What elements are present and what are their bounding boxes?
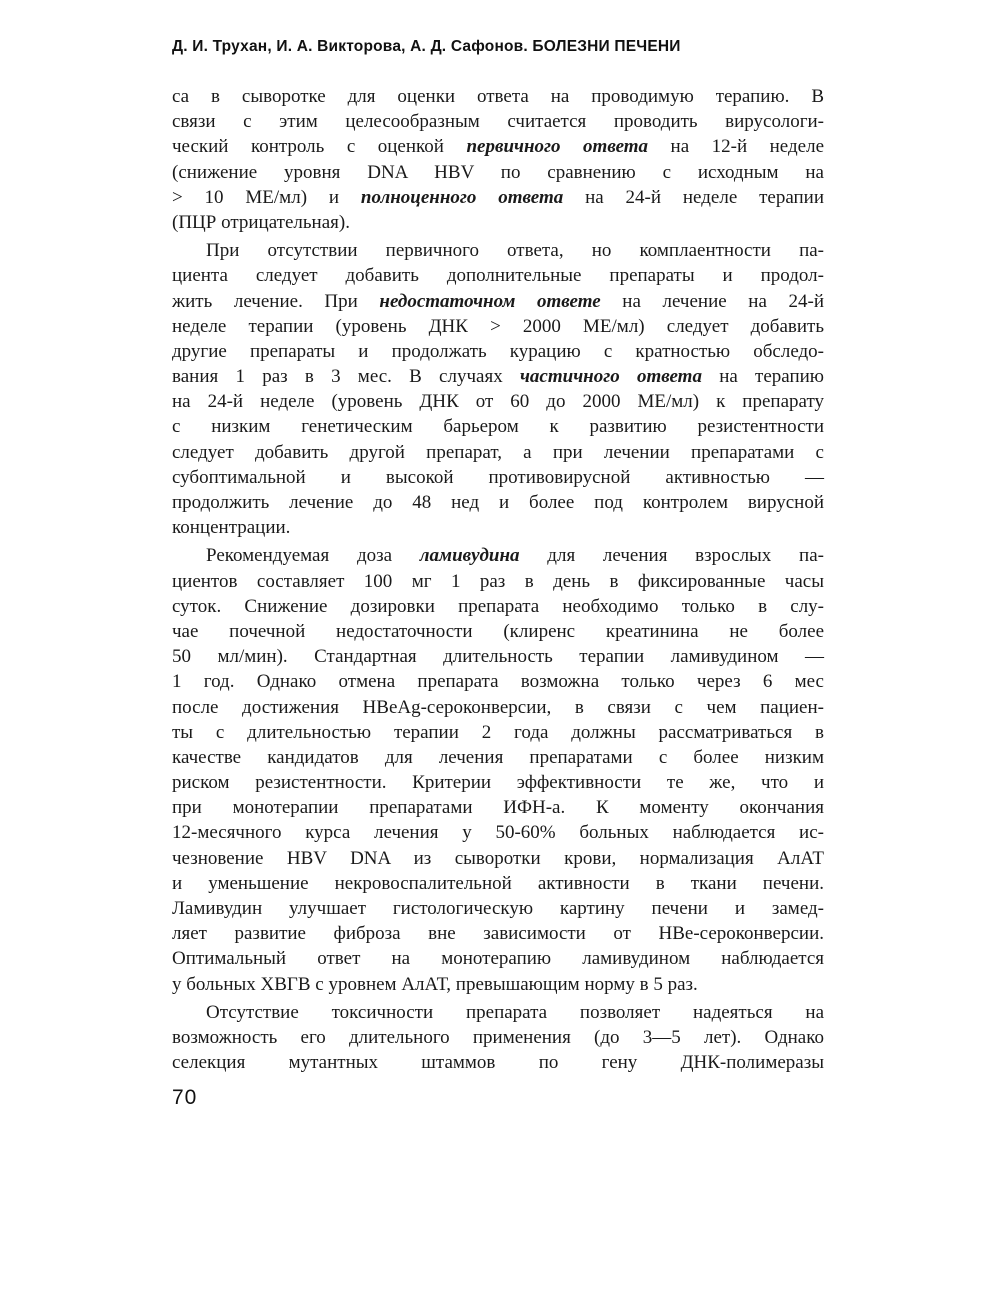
text-run: на 24-й неделе (уровень ДНК от 60 до 2000 МЕ/мл) к препарату xyxy=(172,391,824,413)
text-run: жить лечение. При xyxy=(172,290,380,312)
text-line xyxy=(172,134,824,159)
text-run: вания 1 раз в 3 мес. В случаях xyxy=(172,366,520,388)
text-line xyxy=(172,695,824,720)
text-run: и уменьшение некровоспалительной активности в ткани печени. xyxy=(172,872,824,894)
paragraph xyxy=(172,1000,824,1076)
text-run: Отсутствие токсичности препарата позволяет надеяться на xyxy=(206,1001,824,1023)
text-run: Оптимальный ответ на монотерапию ламивудином наблюдается xyxy=(172,948,824,970)
text-line xyxy=(172,543,824,568)
text-line xyxy=(172,364,824,389)
text-line xyxy=(172,109,824,134)
text-line xyxy=(172,619,824,644)
text-run: са в сыворотке для оценки ответа на проводимую терапию. В xyxy=(172,86,824,107)
text-line xyxy=(172,820,824,845)
text-line xyxy=(172,594,824,619)
text-line xyxy=(172,440,824,465)
text-line xyxy=(172,515,824,540)
text-run: субоптимальной и высокой противовирусной активностью — xyxy=(172,466,824,488)
text-run: циентов составляет 100 мг 1 раз в день в фиксированные часы xyxy=(172,570,824,592)
text-line xyxy=(172,238,824,263)
text-line xyxy=(172,1000,824,1025)
text-run: после достижения HBeAg-сероконверсии, в связи с чем пациен- xyxy=(172,696,824,718)
paragraph xyxy=(172,238,824,540)
text-line xyxy=(172,339,824,364)
text-run: чезновение HBV DNA из сыворотки крови, нормализация АлАТ xyxy=(172,847,824,869)
text-line xyxy=(172,896,824,921)
text-run: у больных ХВГВ с уровнем АлАТ, превышающим норму в 5 раз. xyxy=(172,973,698,995)
emphasized-term: недостаточном ответе xyxy=(379,290,601,312)
text-run: циента следует добавить дополнительные препараты и продол- xyxy=(172,265,824,287)
text-run: при монотерапии препаратами ИФН-a. К моменту окончания xyxy=(172,797,824,819)
text-run: с низким генетическим барьером к развитию резистентности xyxy=(172,416,824,438)
text-run: продолжить лечение до 48 нед и более под контролем вирусной xyxy=(172,492,824,513)
text-line xyxy=(172,465,824,490)
text-run: на 24-й неделе терапии xyxy=(563,186,825,208)
text-run: концентрации. xyxy=(172,517,291,539)
text-run: связи с этим целесообразным считается проводить вирусологи- xyxy=(172,111,824,133)
text-run: на терапию xyxy=(701,366,824,388)
text-line xyxy=(172,569,824,594)
text-line xyxy=(172,795,824,820)
text-run: риском резистентности. Критерии эффективности те же, что и xyxy=(172,772,824,794)
text-run: > 10 МЕ/мл) и xyxy=(172,186,361,208)
text-run: ты с длительностью терапии 2 года должны рассматриваться в xyxy=(172,721,824,743)
text-run: (снижение уровня DNA HBV по сравнению с исходным на xyxy=(172,161,824,183)
emphasized-term: первичного ответа xyxy=(466,136,649,158)
text-run: следует добавить другой препарат, а при лечении препаратами с xyxy=(172,441,824,463)
text-run: Рекомендуемая доза xyxy=(206,545,420,567)
text-run: чае почечной недостаточности (клиренс креатинина не более xyxy=(172,620,824,642)
paragraph xyxy=(172,543,824,996)
text-run: для лечения взрослых па- xyxy=(519,545,824,567)
text-run: 12-месячного курса лечения у 50-60% больных наблюдается ис- xyxy=(172,822,824,844)
emphasized-term: частичного ответа xyxy=(519,366,702,388)
text-run: на 12-й неделе xyxy=(648,136,824,158)
text-run: другие препараты и продолжать курацию с кратностью обследо- xyxy=(172,340,824,362)
text-line xyxy=(172,921,824,946)
text-line xyxy=(172,1050,824,1075)
text-line xyxy=(172,720,824,745)
text-line xyxy=(172,414,824,439)
text-line xyxy=(172,745,824,770)
text-line xyxy=(172,185,824,210)
text-line xyxy=(172,669,824,694)
text-run: При отсутствии первичного ответа, но комплаентности па- xyxy=(206,240,824,262)
text-line xyxy=(172,389,824,414)
text-run: (ПЦР отрицательная). xyxy=(172,211,350,233)
text-line xyxy=(172,946,824,971)
paragraph xyxy=(172,84,824,235)
text-line xyxy=(172,972,824,997)
running-header: Д. И. Трухан, И. А. Викторова, А. Д. Сафонов. БОЛЕЗНИ ПЕЧЕНИ xyxy=(172,38,681,55)
text-run: качестве кандидатов для лечения препаратами с более низким xyxy=(172,746,824,768)
text-line xyxy=(172,490,824,515)
text-run: ляет развитие фиброза вне зависимости от НВе-сероконверсии. xyxy=(172,923,824,945)
text-line xyxy=(172,644,824,669)
text-line xyxy=(172,1025,824,1050)
text-line xyxy=(172,871,824,896)
emphasized-term: полноценного ответа xyxy=(360,186,564,208)
text-line xyxy=(172,160,824,185)
text-run: ческий контроль с оценкой xyxy=(172,136,467,158)
text-line xyxy=(172,84,824,109)
page-number: 70 xyxy=(172,1086,198,1109)
text-line xyxy=(172,846,824,871)
text-line xyxy=(172,770,824,795)
text-run: Ламивудин улучшает гистологическую картину печени и замед- xyxy=(172,898,824,919)
text-line xyxy=(172,263,824,288)
emphasized-term: ламивудина xyxy=(419,545,520,567)
text-run: на лечение на 24-й xyxy=(600,290,824,312)
text-run: неделе терапии (уровень ДНК > 2000 МЕ/мл) следует добавить xyxy=(172,315,824,337)
text-run: суток. Снижение дозировки препарата необходимо только в слу- xyxy=(172,595,824,617)
text-line xyxy=(172,210,824,235)
text-line xyxy=(172,314,824,339)
text-line xyxy=(172,289,824,314)
body-text xyxy=(172,84,824,1075)
text-run: селекция мутантных штаммов по гену ДНК-полимеразы xyxy=(172,1052,824,1074)
text-run: 50 мл/мин). Стандартная длительность терапии ламивудином — xyxy=(172,646,824,668)
text-run: 1 год. Однако отмена препарата возможна только через 6 мес xyxy=(172,671,824,693)
text-run: возможность его длительного применения (до 3—5 лет). Однако xyxy=(172,1026,824,1048)
